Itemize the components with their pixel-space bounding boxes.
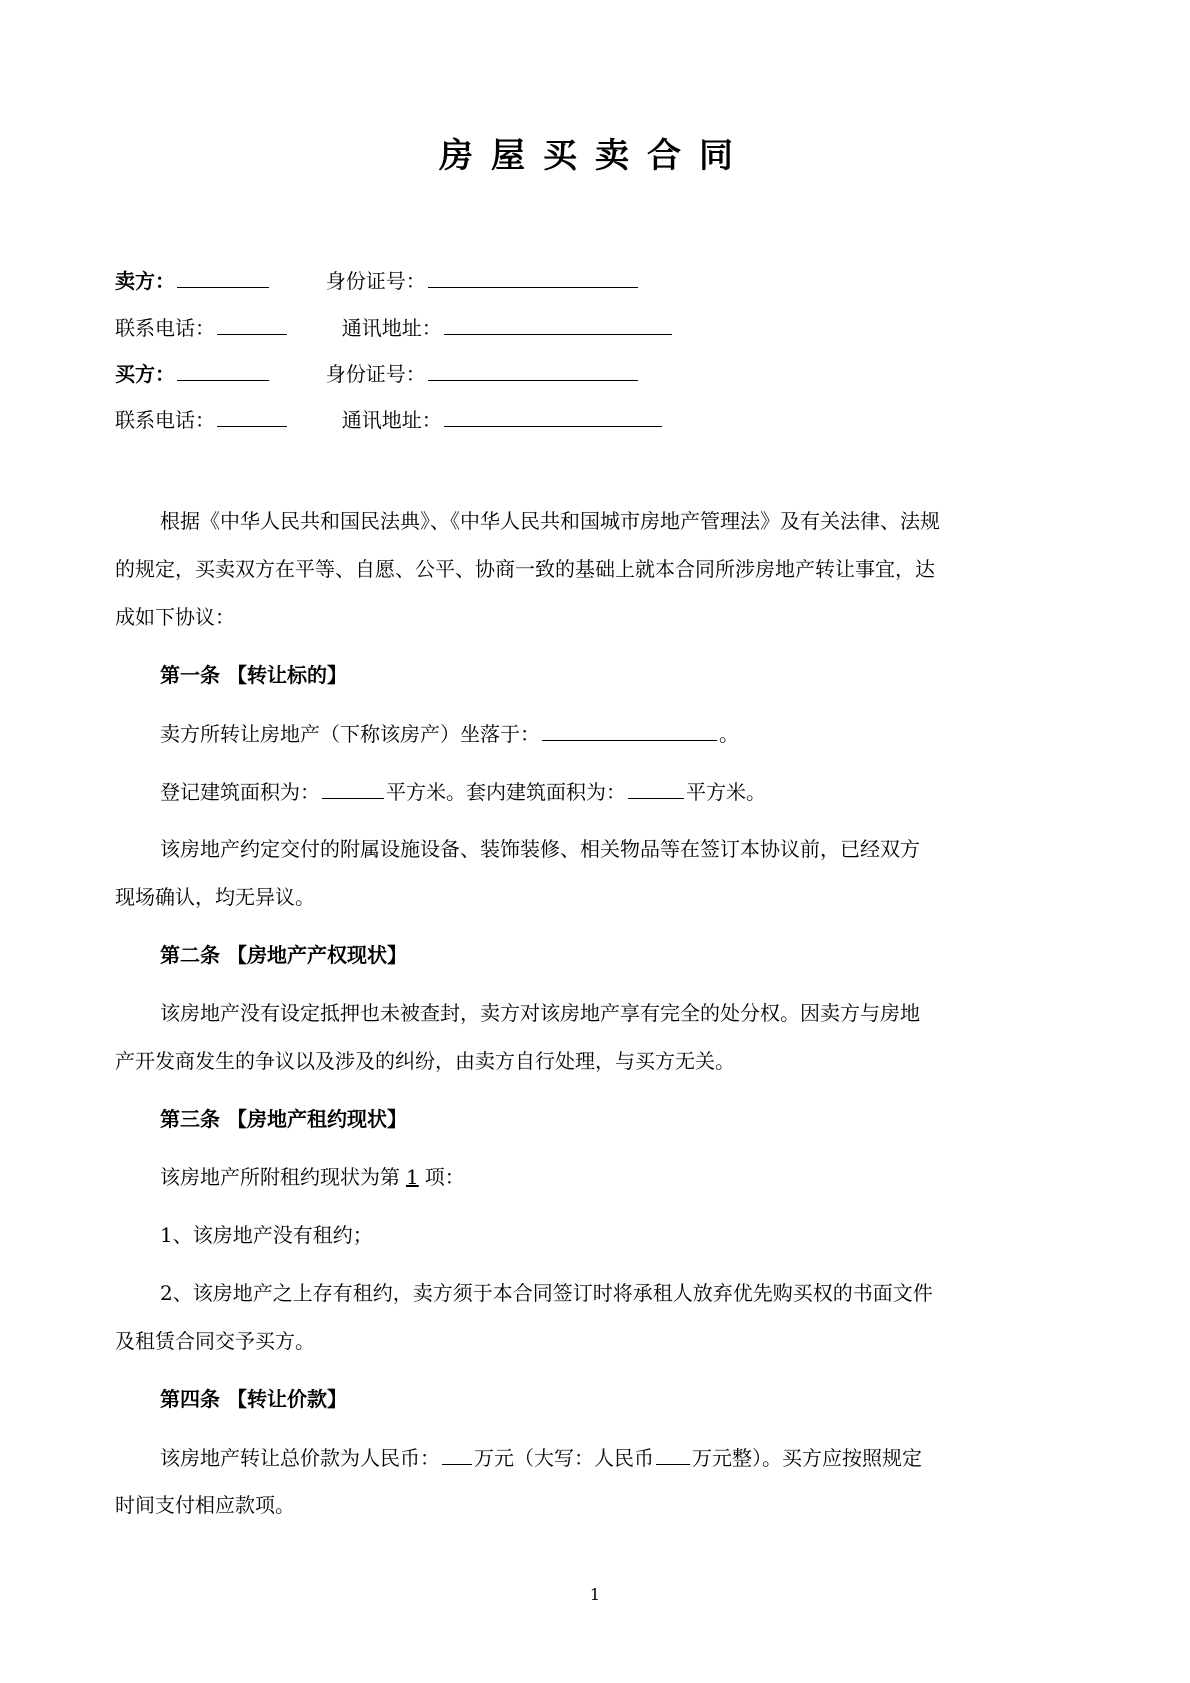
article-3-option-1: 1、该房地产没有租约； — [160, 1223, 373, 1247]
price-words-field[interactable] — [656, 1442, 690, 1465]
article-1-location — [160, 718, 739, 749]
seller-name-field[interactable] — [177, 265, 269, 288]
buyer-name-field[interactable] — [177, 358, 269, 381]
area-label: 登记建筑面积为： — [160, 780, 320, 804]
location-field[interactable] — [542, 718, 717, 741]
preamble-line: 根据《中华人民共和国民法典》、《中华人民共和国城市房地产管理法》及有关法律、法规 — [160, 509, 940, 533]
lease-status-value[interactable]: 1 — [406, 1165, 419, 1189]
article-1-heading: 第一条 【转让标的】 — [160, 663, 347, 687]
buyer-id-label: 身份证号： — [325, 362, 426, 386]
preamble-line: 的规定，买卖双方在平等、自愿、公平、协商一致的基础上就本合同所涉房地产转让事宜，达 — [115, 557, 935, 581]
article-3-option-2: 及租赁合同交予买方。 — [115, 1329, 315, 1353]
price-suffix-label: 万元整）。买方应按照规定 — [692, 1446, 922, 1470]
seller-id-label: 身份证号： — [325, 269, 426, 293]
seller-id-field[interactable] — [428, 265, 638, 288]
buyer-id-field[interactable] — [428, 358, 638, 381]
registered-area-field[interactable] — [322, 776, 384, 799]
buyer-phone-label: 联系电话： — [115, 408, 215, 432]
area-unit-label: 平方米。 — [686, 780, 766, 804]
buyer-label: 买方： — [115, 362, 175, 386]
article-1-para: 现场确认，均无异议。 — [115, 885, 315, 909]
article-2-para: 该房地产没有设定抵押也未被查封，卖方对该房地产享有完全的处分权。因卖方与房地 — [160, 1001, 920, 1025]
location-suffix: 。 — [719, 722, 739, 746]
seller-phone-label: 联系电话： — [115, 316, 215, 340]
article-4-para: 时间支付相应款项。 — [115, 1493, 295, 1517]
article-3-heading: 第三条 【房地产租约现状】 — [160, 1107, 407, 1131]
article-2-para: 产开发商发生的争议以及涉及的纠纷，由卖方自行处理，与买方无关。 — [115, 1049, 735, 1073]
price-mid-label: 万元（大写：人民币 — [474, 1446, 654, 1470]
article-1-para: 该房地产约定交付的附属设施设备、装饰装修、相关物品等在签订本协议前，已经双方 — [160, 837, 920, 861]
price-number-field[interactable] — [442, 1442, 472, 1465]
seller-address-field[interactable] — [444, 312, 672, 335]
article-3-status — [160, 1162, 465, 1192]
location-label: 卖方所转让房地产（下称该房产）坐落于： — [160, 722, 540, 746]
seller-label: 卖方： — [115, 269, 175, 293]
seller-phone-field[interactable] — [217, 312, 287, 335]
buyer-row — [115, 358, 640, 389]
page-number: 1 — [589, 1585, 601, 1604]
page-title: 房屋买卖合同 — [439, 136, 751, 176]
preamble-line: 成如下协议： — [115, 605, 235, 629]
article-3-option-2: 2、该房地产之上存有租约，卖方须于本合同签订时将承租人放弃优先购买权的书面文件 — [160, 1281, 933, 1305]
article-4-heading: 第四条 【转让价款】 — [160, 1387, 347, 1411]
inner-area-field[interactable] — [628, 776, 684, 799]
buyer-address-field[interactable] — [444, 404, 662, 427]
buyer-phone-field[interactable] — [217, 404, 287, 427]
seller-contact-row — [115, 312, 674, 343]
seller-address-label: 通讯地址： — [341, 316, 442, 340]
article-1-area — [160, 776, 766, 807]
lease-status-label: 该房地产所附租约现状为第 — [160, 1165, 400, 1189]
article-4-price — [160, 1442, 922, 1473]
seller-row — [115, 265, 640, 296]
price-label: 该房地产转让总价款为人民币： — [160, 1446, 440, 1470]
article-2-heading: 第二条 【房地产产权现状】 — [160, 943, 407, 967]
area-unit-label: 平方米。套内建筑面积为： — [386, 780, 626, 804]
lease-status-suffix: 项： — [424, 1165, 465, 1189]
buyer-contact-row — [115, 404, 664, 435]
buyer-address-label: 通讯地址： — [341, 408, 442, 432]
